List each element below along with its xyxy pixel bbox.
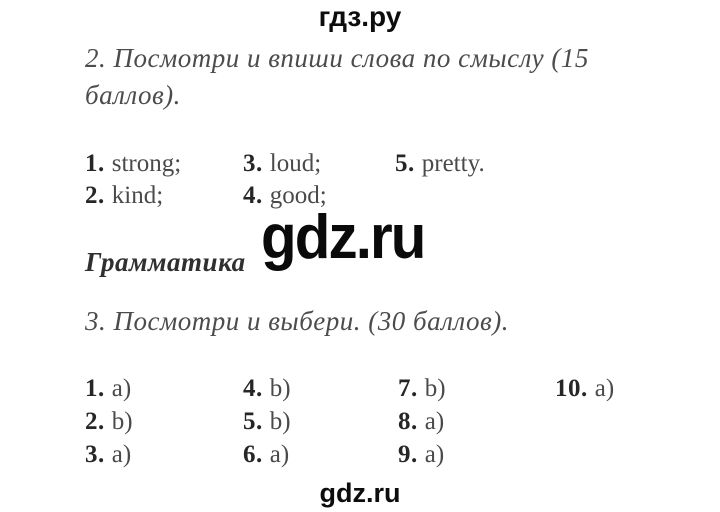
task2-instruction-line1: 2. Посмотри и впиши слова по смыслу (15	[85, 43, 589, 73]
answer-number: 4.	[243, 182, 263, 209]
answer-item	[85, 405, 133, 438]
task3-answers-column-1	[85, 372, 133, 471]
task2-instruction	[85, 40, 589, 114]
answer-value: a)	[424, 408, 445, 435]
gdz-watermark-large: gdz.ru	[261, 203, 425, 272]
gdz-watermark-footer: gdz.ru	[319, 478, 401, 508]
answer-value: b)	[269, 375, 291, 402]
answer-item	[85, 438, 133, 471]
answer-number: 5.	[243, 408, 263, 435]
answer-item	[398, 372, 446, 405]
answer-value: pretty.	[421, 150, 485, 177]
answer-value: a)	[269, 441, 290, 468]
answer-number: 1.	[85, 375, 105, 402]
answer-item	[398, 405, 446, 438]
answer-item	[395, 148, 485, 180]
answer-item	[85, 148, 181, 180]
answer-number: 6.	[243, 441, 263, 468]
answer-item	[555, 372, 614, 405]
answer-value: a)	[111, 441, 132, 468]
task3-instruction: 3. Посмотри и выбери. (30 баллов).	[85, 306, 509, 336]
task3-answers-column-4	[555, 372, 614, 405]
answer-item	[243, 372, 291, 405]
task2-instruction-line2: баллов).	[85, 80, 181, 110]
answer-number: 5.	[395, 150, 415, 177]
answer-value: strong;	[111, 150, 182, 177]
answer-value: kind;	[111, 182, 164, 209]
answer-number: 8.	[398, 408, 418, 435]
task3-answers-column-2	[243, 372, 291, 471]
site-header-logo: гдз.ру	[318, 1, 402, 32]
answer-item	[85, 180, 181, 212]
answer-item	[398, 438, 446, 471]
answer-number: 7.	[398, 375, 418, 402]
answer-number: 2.	[85, 408, 105, 435]
task2-answers-column-1	[85, 148, 181, 212]
answer-value: loud;	[269, 150, 322, 177]
answer-number: 1.	[85, 150, 105, 177]
answer-number: 3.	[85, 441, 105, 468]
answer-number: 9.	[398, 441, 418, 468]
answer-item	[243, 438, 291, 471]
answer-value: b)	[111, 408, 133, 435]
answer-item	[243, 405, 291, 438]
answer-number: 10.	[555, 375, 588, 402]
answer-item	[85, 372, 133, 405]
answer-value: good;	[269, 182, 327, 209]
answer-number: 2.	[85, 182, 105, 209]
answer-number: 4.	[243, 375, 263, 402]
answer-value: a)	[424, 441, 445, 468]
task2-answers-column-3	[395, 148, 485, 180]
answer-value: b)	[269, 408, 291, 435]
task3-answers-column-3	[398, 372, 446, 471]
answer-item	[243, 148, 327, 180]
grammar-section-heading: Грамматика	[85, 247, 246, 277]
answer-value: a)	[111, 375, 132, 402]
answer-value: b)	[424, 375, 446, 402]
answer-value: a)	[594, 375, 615, 402]
answer-number: 3.	[243, 150, 263, 177]
